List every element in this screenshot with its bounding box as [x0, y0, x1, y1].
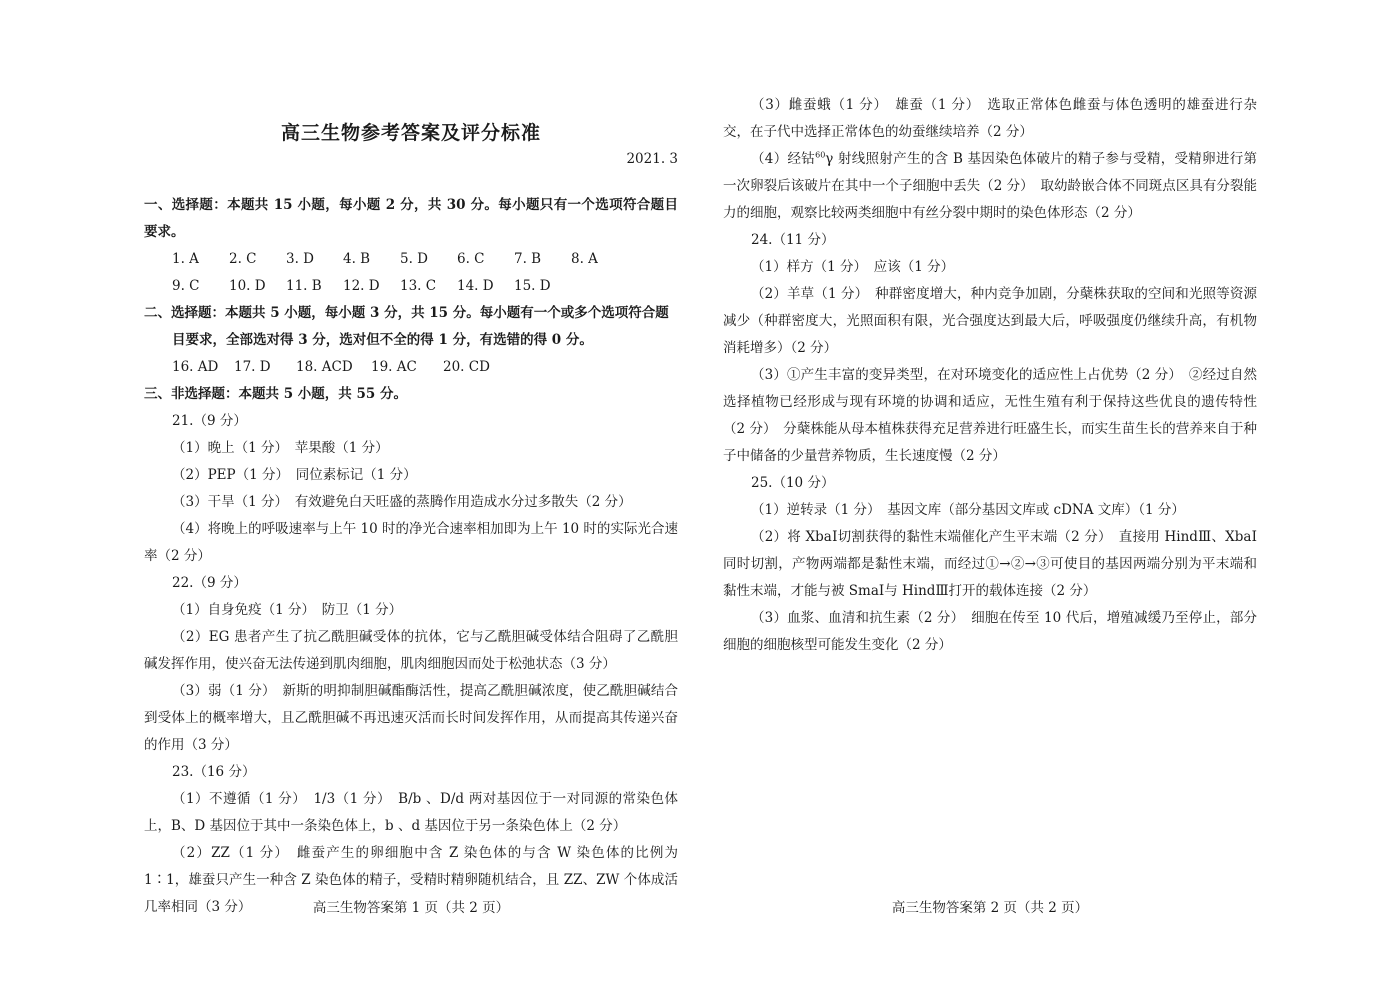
question-24-heading: 24.（11 分） [751, 232, 835, 248]
isotope-superscript: 60 [815, 150, 826, 160]
question-21-answer-1: （1）晚上（1 分） 苹果酸（1 分） [172, 440, 389, 456]
question-22-answer-2: （2）EG 患者产生了抗乙酰胆碱受体的抗体，它与乙酰胆碱受体结合阻碍了乙酰胆碱发挥作用，使兴奋无法传递到肌肉细胞，肌肉细胞因而处于松弛状态（3 分） [144, 629, 678, 672]
question-22-answer-3: （3）弱（1 分） 新斯的明抑制胆碱酯酶活性，提高乙酰胆碱浓度，使乙酰胆碱结合到受体上的概率增大，且乙酰胆碱不再迅速灭活而长时间发挥作用，从而提高其传递兴奋的作用（3 分） [144, 683, 678, 753]
page-footer: 高三生物答案第 1 页（共 2 页） [312, 900, 510, 916]
answer-item: 11. B [286, 278, 322, 294]
section-2-heading: 二、选择题：本题共 5 小题，每小题 3 分，共 15 分。每小题有一个或多个选项符合题 [144, 305, 669, 321]
answer-row-3 [144, 354, 678, 381]
page-title: 高三生物参考答案及评分标准 [280, 122, 541, 144]
answer-item: 2. C [229, 251, 257, 267]
question-25-answer-1: （1）逆转录（1 分） 基因文库（部分基因文库或 cDNA 文库）（1 分） [751, 502, 1185, 518]
answer-item: 6. C [457, 251, 485, 267]
answer-item: 3. D [286, 251, 314, 267]
page-2-body [723, 92, 1257, 659]
section-2-heading-cont: 目要求，全部选对得 3 分，选对但不全的得 1 分，有选错的得 0 分。 [172, 332, 593, 348]
question-25-heading: 25.（10 分） [751, 475, 835, 491]
question-24-answer-2: （2）羊草（1 分） 种群密度增大，种内竞争加剧，分蘖株获取的空间和光照等资源减少（种群密度大，光照面积有限，光合强度达到最大后，呼吸强度仍继续升高，有机物消耗增多）（2 分） [723, 286, 1257, 356]
answer-item: 18. ACD [296, 359, 353, 375]
section-1-heading: 一、选择题：本题共 15 小题，每小题 2 分，共 30 分。每小题只有一个选项符合题目要求。 [144, 197, 678, 240]
question-23-answer-3: （3）雌蚕蛾（1 分） 雄蚕（1 分） 选取正常体色雌蚕与体色透明的雄蚕进行杂交，在子代中选择正常体色的幼蚕继续培养（2 分） [723, 97, 1257, 140]
answer-item: 8. A [571, 251, 598, 267]
question-25-answer-2: （2）将 XbaⅠ切割获得的黏性末端催化产生平末端（2 分） 直接用 HindⅢ、XbaⅠ同时切割，产物两端都是黏性末端，而经过①→②→③可使目的基因两端分别为平末端和黏性末端，才能与被 SmaⅠ与 HindⅢ打开的载体连接（2 分） [723, 529, 1257, 599]
answer-item: 1. A [172, 251, 199, 267]
question-21-heading: 21.（9 分） [172, 413, 247, 429]
answer-item: 9. C [172, 278, 200, 294]
question-21-answer-2: （2）PEP（1 分） 同位素标记（1 分） [172, 467, 417, 483]
page-footer: 高三生物答案第 2 页（共 2 页） [891, 900, 1089, 916]
answer-row-1 [144, 246, 678, 273]
question-24-answer-3: （3）①产生丰富的变异类型，在对环境变化的适应性上占优势（2 分） ②经过自然选择植物已经形成与现有环境的协调和适应，无性生殖有利于保持这些优良的遗传特性（2 分） 分蘖株能从母本植株获得充足营养进行旺盛生长，而实生苗生长的营养来自于种子中储备的少量营养物质，生长速度慢（2 分） [723, 367, 1257, 464]
question-23-answer-2: （2）ZZ（1 分） 雌蚕产生的卵细胞中含 Z 染色体的与含 W 染色体的比例为 1∶1，雄蚕只产生一种含 Z 染色体的精子，受精时精卵随机结合，且 ZZ、ZW 个体成活几率相同（3 分） [144, 845, 678, 915]
answer-item: 15. D [514, 278, 551, 294]
answer-item: 7. B [514, 251, 542, 267]
question-23-heading: 23.（16 分） [172, 764, 256, 780]
question-22-answer-1: （1）自身免疫（1 分） 防卫（1 分） [172, 602, 403, 618]
answer-item: 19. AC [371, 359, 417, 375]
answer-row-2 [144, 273, 678, 300]
answer-item: 12. D [343, 278, 380, 294]
question-22-heading: 22.（9 分） [172, 575, 247, 591]
question-23-answer-4 [723, 146, 1257, 227]
answer-item: 13. C [400, 278, 437, 294]
document-date: 2021. 3 [626, 151, 678, 167]
answer-text: γ 射线照射产生的含 B 基因染色体破片的精子参与受精，受精卵进行第一次卵裂后该破片在其中一个子细胞中丢失（2 分） 取幼龄嵌合体不同斑点区具有分裂能力的细胞，观察比较两类细胞中有丝分裂中期时的染色体形态（2 分） [723, 151, 1257, 221]
question-21-answer-3: （3）干旱（1 分） 有效避免白天旺盛的蒸腾作用造成水分过多散失（2 分） [172, 494, 632, 510]
answer-item: 5. D [400, 251, 428, 267]
answer-item: 10. D [229, 278, 266, 294]
question-21-answer-4: （4）将晚上的呼吸速率与上午 10 时的净光合速率相加即为上午 10 时的实际光合速率（2 分） [144, 521, 678, 564]
question-23-answer-1: （1）不遵循（1 分） 1/3（1 分） B/b 、D/d 两对基因位于一对同源的常染色体上，B、D 基因位于其中一条染色体上，b 、d 基因位于另一条染色体上（2 分） [144, 791, 678, 834]
page-1-body [144, 192, 678, 921]
question-24-answer-1: （1）样方（1 分） 应该（1 分） [751, 259, 955, 275]
answer-text: （4）经钴 [751, 151, 816, 167]
question-25-answer-3: （3）血浆、血清和抗生素（2 分） 细胞在传至 10 代后，增殖减缓乃至停止，部分细胞的细胞核型可能发生变化（2 分） [723, 610, 1257, 653]
answer-item: 4. B [343, 251, 371, 267]
section-3-heading: 三、非选择题：本题共 5 小题，共 55 分。 [144, 386, 407, 402]
answer-item: 20. CD [443, 359, 490, 375]
answer-item: 14. D [457, 278, 494, 294]
answer-item: 16. AD [172, 359, 219, 375]
answer-item: 17. D [234, 359, 271, 375]
